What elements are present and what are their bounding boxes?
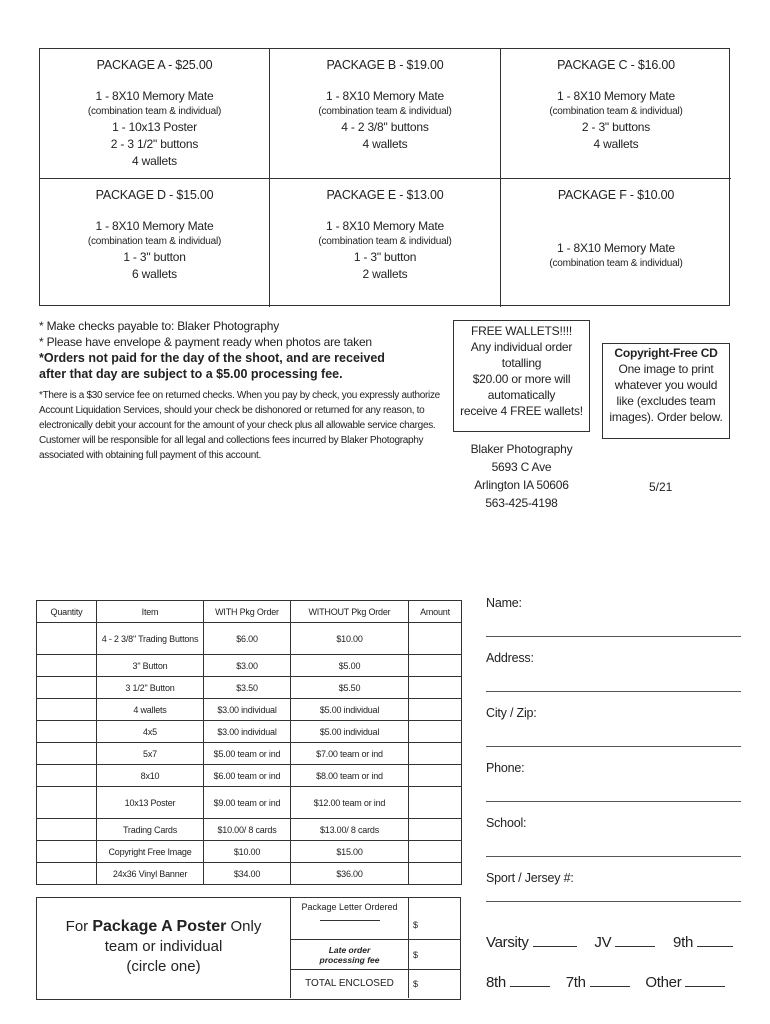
- with-pkg-price: $34.00: [204, 863, 291, 885]
- item-cell: 8x10: [97, 765, 204, 787]
- table-row: [37, 765, 462, 787]
- poster-bold-text: Package A Poster: [92, 918, 227, 935]
- without-pkg-price: $5.00: [291, 655, 409, 677]
- without-pkg-price: $5.00 individual: [291, 699, 409, 721]
- poster-only-text: Only: [230, 918, 262, 935]
- amount-cell[interactable]: [409, 655, 462, 677]
- package-a-line: 1 - 8X10 Memory Mate: [95, 89, 214, 103]
- quantity-cell[interactable]: [37, 677, 97, 699]
- without-pkg-price: $8.00 team or ind: [291, 765, 409, 787]
- with-pkg-price: $3.00 individual: [204, 721, 291, 743]
- amount-cell[interactable]: [409, 743, 462, 765]
- item-cell: Copyright Free Image: [97, 841, 204, 863]
- quantity-cell[interactable]: [37, 819, 97, 841]
- package-letter-cell: [291, 898, 409, 940]
- amount-cell[interactable]: [409, 677, 462, 699]
- with-pkg-price: $6.00: [204, 623, 291, 655]
- without-pkg-price: $7.00 team or ind: [291, 743, 409, 765]
- free-wallets-text: $20.00 or more will: [472, 372, 571, 386]
- amount-cell[interactable]: [409, 841, 462, 863]
- table-row: [37, 623, 462, 655]
- name-label: Name:: [486, 596, 522, 610]
- table-row: [37, 743, 462, 765]
- studio-name: Blaker Photography: [470, 442, 573, 456]
- varsity-label: Varsity: [486, 934, 529, 951]
- late-fee-label-cont: processing fee: [319, 955, 380, 965]
- quantity-cell[interactable]: [37, 787, 97, 819]
- package-e-line: 2 wallets: [362, 267, 408, 281]
- free-wallets-text: receive 4 FREE wallets!: [460, 404, 583, 418]
- school-field[interactable]: [486, 816, 744, 871]
- without-pkg-price: $5.00 individual: [291, 721, 409, 743]
- sport-jersey-field[interactable]: [486, 871, 744, 919]
- item-cell: 24x36 Vinyl Banner: [97, 863, 204, 885]
- city-zip-label: City / Zip:: [486, 706, 537, 720]
- city-zip-line[interactable]: [486, 746, 741, 747]
- with-pkg-price: $5.00 team or ind: [204, 743, 291, 765]
- with-pkg-price: $10.00/ 8 cards: [204, 819, 291, 841]
- name-field[interactable]: [486, 596, 744, 651]
- package-d-line: 1 - 3" button: [123, 250, 186, 264]
- table-row: [37, 655, 462, 677]
- with-pkg-price: $3.00 individual: [204, 699, 291, 721]
- free-wallets-title: FREE WALLETS!!!!: [470, 324, 573, 338]
- ninth-blank[interactable]: [697, 946, 733, 947]
- package-f-title: PACKAGE F - $10.00: [557, 188, 675, 202]
- package-c-line: (combination team & individual): [549, 106, 683, 117]
- item-cell: 3 1/2" Button: [97, 677, 204, 699]
- sport-jersey-line[interactable]: [486, 901, 741, 902]
- ninth-label: 9th: [673, 934, 693, 951]
- quantity-cell[interactable]: [37, 655, 97, 677]
- studio-phone: 563-425-4198: [485, 496, 558, 510]
- eighth-blank[interactable]: [510, 986, 550, 987]
- poster-for-text: For: [65, 918, 89, 935]
- sport-jersey-label: Sport / Jersey #:: [486, 871, 574, 885]
- quantity-cell[interactable]: [37, 623, 97, 655]
- package-a-line: 2 - 3 1/2" buttons: [110, 137, 199, 151]
- table-row: [37, 699, 462, 721]
- package-b-title: PACKAGE B - $19.00: [326, 58, 444, 72]
- amount-cell[interactable]: [409, 787, 462, 819]
- poster-circle-one: (circle one): [126, 958, 201, 975]
- amount-cell[interactable]: [409, 623, 462, 655]
- package-e: [270, 179, 501, 307]
- copyright-cd-title: Copyright-Free CD: [614, 346, 718, 360]
- level-row-1: [486, 934, 733, 951]
- late-fee-note-cont: after that day are subject to a $5.00 processing fee.: [39, 367, 343, 381]
- package-amount-field[interactable]: $: [409, 898, 460, 940]
- without-pkg-price: $10.00: [291, 623, 409, 655]
- free-wallets-box: [453, 320, 590, 432]
- checks-note: * Make checks payable to: Blaker Photography: [39, 319, 280, 333]
- without-pkg-price: $5.50: [291, 677, 409, 699]
- copyright-cd-box: [602, 343, 730, 439]
- with-pkg-price: $9.00 team or ind: [204, 787, 291, 819]
- package-a-line: 4 wallets: [132, 154, 177, 168]
- item-header: Item: [97, 601, 204, 623]
- package-c-line: 4 wallets: [593, 137, 639, 151]
- late-fee-label: Late order: [328, 945, 371, 955]
- with-pkg-price: $3.50: [204, 677, 291, 699]
- package-d: [40, 179, 270, 307]
- package-d-line: 1 - 8X10 Memory Mate: [95, 219, 214, 233]
- package-letter-field[interactable]: [320, 920, 380, 921]
- address-line[interactable]: [486, 691, 741, 692]
- package-c-line: 2 - 3" buttons: [581, 120, 651, 134]
- phone-line[interactable]: [486, 801, 741, 802]
- copyright-cd-text: whatever you would: [614, 378, 718, 392]
- total-enclosed-label: TOTAL ENCLOSED: [291, 970, 409, 998]
- with-pkg-price: $6.00 team or ind: [204, 765, 291, 787]
- package-e-line: (combination team & individual): [318, 236, 452, 247]
- studio-city: Arlington IA 50606: [474, 478, 569, 492]
- package-d-line: 6 wallets: [132, 267, 177, 281]
- eighth-label: 8th: [486, 974, 506, 991]
- total-enclosed-field[interactable]: $: [413, 979, 419, 989]
- table-row: [37, 841, 462, 863]
- package-b: [270, 49, 501, 179]
- amount-header: Amount: [409, 601, 462, 623]
- with-pkg-price: $10.00: [204, 841, 291, 863]
- without-pkg-price: $13.00/ 8 cards: [291, 819, 409, 841]
- copyright-cd-text: images). Order below.: [609, 410, 723, 424]
- late-fee-amount-field[interactable]: $: [409, 940, 460, 970]
- item-cell: 4x5: [97, 721, 204, 743]
- quantity-cell[interactable]: [37, 841, 97, 863]
- quantity-cell[interactable]: [37, 765, 97, 787]
- package-a-poster-choice[interactable]: [37, 898, 291, 998]
- package-b-line: 4 - 2 3/8" buttons: [341, 120, 429, 134]
- amount-cell[interactable]: [409, 765, 462, 787]
- with-pkg-header: WITH Pkg Order: [204, 601, 291, 623]
- package-letter-label: Package Letter Ordered: [301, 902, 398, 912]
- amount-cell[interactable]: [409, 819, 462, 841]
- package-e-line: 1 - 8X10 Memory Mate: [325, 219, 445, 233]
- package-b-line: 1 - 8X10 Memory Mate: [325, 89, 445, 103]
- item-cell: 4 wallets: [97, 699, 204, 721]
- school-label: School:: [486, 816, 527, 830]
- package-d-title: PACKAGE D - $15.00: [95, 188, 214, 202]
- package-f: [501, 179, 731, 307]
- table-row: [37, 677, 462, 699]
- copyright-cd-text: One image to print: [618, 362, 714, 376]
- amount-cell[interactable]: [409, 863, 462, 885]
- free-wallets-text: Any individual order: [470, 340, 573, 354]
- quantity-cell[interactable]: [37, 699, 97, 721]
- payment-notes: [39, 318, 444, 463]
- late-fee-cell: [291, 940, 409, 970]
- school-line[interactable]: [486, 856, 741, 857]
- package-b-line: (combination team & individual): [318, 106, 452, 117]
- other-label: Other: [645, 974, 682, 991]
- phone-label: Phone:: [486, 761, 525, 775]
- with-pkg-price: $3.00: [204, 655, 291, 677]
- date-code: 5/21: [649, 480, 673, 494]
- order-summary: [36, 897, 461, 1000]
- quantity-header: Quantity: [37, 601, 97, 623]
- jv-label: JV: [594, 934, 612, 951]
- studio-street: 5693 C Ave: [491, 460, 552, 474]
- table-row: [37, 721, 462, 743]
- without-pkg-header: WITHOUT Pkg Order: [291, 601, 409, 623]
- quantity-cell[interactable]: [37, 743, 97, 765]
- without-pkg-price: $15.00: [291, 841, 409, 863]
- other-blank[interactable]: [685, 986, 725, 987]
- package-f-line: (combination team & individual): [549, 258, 683, 269]
- package-f-line: 1 - 8X10 Memory Mate: [556, 241, 676, 255]
- varsity-blank[interactable]: [533, 946, 577, 947]
- package-grid: [39, 48, 730, 306]
- free-wallets-text: totalling: [501, 356, 542, 370]
- envelope-note: * Please have envelope & payment ready when photos are taken: [39, 335, 372, 349]
- amount-cell[interactable]: [409, 721, 462, 743]
- item-cell: 3" Button: [97, 655, 204, 677]
- returned-check-fine-print: *There is a $30 service fee on returned checks. When you pay by check, you expressly authorize Account Liquidation Services, should your check be dishonored or returned for any reason, to electronically debit your account for the amount of your check plus all allowable service charges. Customer will be responsible for all legal and collections fees incurred by Blaker Photography associated with obtaining full payment of this account.: [39, 390, 440, 461]
- table-row: [37, 787, 462, 819]
- table-row: [37, 819, 462, 841]
- quantity-cell[interactable]: [37, 721, 97, 743]
- order-table-header: [37, 601, 462, 623]
- item-cell: 4 - 2 3/8" Trading Buttons: [97, 623, 204, 655]
- order-table: [36, 600, 462, 885]
- package-b-line: 4 wallets: [362, 137, 408, 151]
- seventh-blank[interactable]: [590, 986, 630, 987]
- jv-blank[interactable]: [615, 946, 655, 947]
- without-pkg-price: $12.00 team or ind: [291, 787, 409, 819]
- item-cell: 5x7: [97, 743, 204, 765]
- package-a-title: PACKAGE A - $25.00: [96, 58, 213, 72]
- copyright-cd-text: like (excludes team: [616, 394, 716, 408]
- seventh-label: 7th: [565, 974, 586, 991]
- table-row: [37, 863, 462, 885]
- amount-cell[interactable]: [409, 699, 462, 721]
- city-zip-field[interactable]: [486, 706, 744, 761]
- package-c: [501, 49, 731, 179]
- package-a-line: (combination team & individual): [87, 106, 222, 117]
- free-wallets-text: automatically: [487, 388, 556, 402]
- quantity-cell[interactable]: [37, 863, 97, 885]
- package-e-title: PACKAGE E - $13.00: [326, 188, 444, 202]
- package-e-line: 1 - 3" button: [353, 250, 417, 264]
- late-fee-note: *Orders not paid for the day of the shoot, and are received: [39, 351, 385, 365]
- without-pkg-price: $36.00: [291, 863, 409, 885]
- address-field[interactable]: [486, 651, 744, 706]
- phone-field[interactable]: [486, 761, 744, 816]
- studio-address: [453, 440, 590, 512]
- package-a-line: 1 - 10x13 Poster: [112, 120, 197, 134]
- item-cell: 10x13 Poster: [97, 787, 204, 819]
- package-c-line: 1 - 8X10 Memory Mate: [556, 89, 676, 103]
- name-line[interactable]: [486, 636, 741, 637]
- address-label: Address:: [486, 651, 534, 665]
- package-d-line: (combination team & individual): [87, 236, 222, 247]
- level-row-2: [486, 974, 725, 991]
- package-c-title: PACKAGE C - $16.00: [557, 58, 675, 72]
- poster-team-individual[interactable]: team or individual: [104, 938, 223, 955]
- customer-info: [486, 596, 744, 919]
- item-cell: Trading Cards: [97, 819, 204, 841]
- package-a: [40, 49, 270, 179]
